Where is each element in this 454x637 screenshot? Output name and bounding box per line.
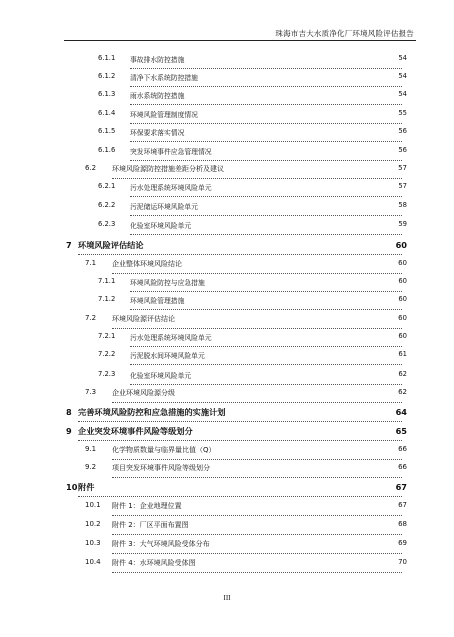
toc-section-number: 9 bbox=[66, 426, 72, 436]
toc-page-number: 70 bbox=[398, 558, 407, 566]
toc-entry[interactable] bbox=[0, 295, 454, 309]
toc-page-number: 66 bbox=[398, 445, 407, 453]
toc-page-number: 60 bbox=[398, 277, 407, 285]
toc-entry[interactable] bbox=[0, 332, 454, 346]
toc-section-number: 6.1.1 bbox=[98, 54, 116, 62]
toc-section-title: 企业突发环境事件风险等级划分 bbox=[78, 426, 193, 436]
toc-leader-dots bbox=[78, 482, 402, 497]
toc-page-number: 54 bbox=[398, 90, 407, 98]
toc-entry[interactable] bbox=[0, 407, 454, 421]
toc-section-title: 项目突发环境事件风险等级划分 bbox=[112, 464, 210, 472]
toc-entry[interactable] bbox=[0, 259, 454, 273]
page-header: 珠海市吉大水质净化厂环境风险评估报告 bbox=[275, 29, 414, 38]
toc-section-number: 9.2 bbox=[85, 463, 97, 471]
toc-section-title: 雨水系统防控措施 bbox=[130, 92, 185, 100]
toc-section-number: 7.1.1 bbox=[98, 277, 116, 285]
toc-page-number: 61 bbox=[398, 350, 407, 358]
toc-page-number: 56 bbox=[398, 146, 407, 154]
toc-section-number: 7.2.3 bbox=[98, 370, 116, 378]
toc-page-number: 54 bbox=[398, 72, 407, 80]
toc-section-number: 10 bbox=[66, 482, 78, 492]
toc-page-number: 68 bbox=[398, 520, 407, 528]
toc-section-title: 环境风险防控与应急措施 bbox=[130, 279, 205, 287]
toc-section-title: 清净下水系统防控措施 bbox=[130, 74, 198, 82]
toc-section-title: 环保要求落实情况 bbox=[130, 129, 185, 137]
toc-section-title: 附件 bbox=[78, 482, 95, 492]
toc-entry[interactable] bbox=[0, 558, 454, 572]
toc-entry[interactable] bbox=[0, 72, 454, 86]
toc-entry[interactable] bbox=[0, 482, 454, 496]
toc-page-number: 64 bbox=[395, 407, 407, 417]
toc-page-number: 67 bbox=[398, 501, 407, 509]
toc-entry[interactable] bbox=[0, 109, 454, 123]
toc-section-number: 6.2.2 bbox=[98, 201, 116, 209]
toc-section-number: 6.1.4 bbox=[98, 109, 116, 117]
toc-section-number: 6.2.1 bbox=[98, 182, 116, 190]
toc-page-number: 58 bbox=[398, 201, 407, 209]
toc-page-number: 57 bbox=[398, 164, 407, 172]
toc-section-title: 污水处理系统环境风险单元 bbox=[130, 334, 212, 342]
toc-entry[interactable] bbox=[0, 501, 454, 515]
toc-section-number: 9.1 bbox=[85, 445, 97, 453]
header-rule bbox=[64, 40, 416, 41]
toc-entry[interactable] bbox=[0, 240, 454, 254]
toc-page-number: 67 bbox=[395, 482, 407, 492]
toc-section-title: 化学物质数量与临界量比值（Q） bbox=[112, 446, 216, 454]
toc-page-number: 60 bbox=[398, 314, 407, 322]
toc-section-number: 7 bbox=[66, 240, 72, 250]
toc-page-number: 69 bbox=[398, 539, 407, 547]
toc-entry[interactable] bbox=[0, 520, 454, 534]
toc-section-title: 事故排水防控措施 bbox=[130, 56, 185, 64]
toc-section-title: 附件 2：厂区平面布置图 bbox=[112, 521, 189, 529]
toc-entry[interactable] bbox=[0, 388, 454, 402]
toc-page-number: 60 bbox=[398, 259, 407, 267]
toc-page-number: 62 bbox=[398, 370, 407, 378]
toc-section-number: 7.1 bbox=[85, 259, 97, 267]
toc-page-number: 60 bbox=[395, 240, 407, 250]
toc-section-number: 10.4 bbox=[85, 558, 101, 566]
toc-section-number: 7.2.2 bbox=[98, 350, 116, 358]
toc-section-number: 7.2.1 bbox=[98, 332, 116, 340]
toc-section-title: 环境风险源防控措施差距分析及建议 bbox=[112, 165, 224, 173]
toc-section-title: 环境风险评估结论 bbox=[78, 240, 144, 250]
toc-section-number: 7.1.2 bbox=[98, 295, 116, 303]
toc-section-number: 6.1.2 bbox=[98, 72, 116, 80]
toc-page-number: 60 bbox=[398, 332, 407, 340]
toc-entry[interactable] bbox=[0, 350, 454, 364]
toc-section-title: 污水处理系统环境风险单元 bbox=[130, 184, 212, 192]
toc-entry[interactable] bbox=[0, 277, 454, 291]
toc-section-title: 污泥脱水间环境风险单元 bbox=[130, 352, 205, 360]
toc-section-title: 完善环境风险防控和应急措施的实施计划 bbox=[78, 407, 226, 417]
toc-section-number: 10.2 bbox=[85, 520, 101, 528]
toc-entry[interactable] bbox=[0, 426, 454, 440]
toc-section-number: 8 bbox=[66, 407, 72, 417]
toc-section-number: 10.3 bbox=[85, 539, 101, 547]
toc-page-number: 56 bbox=[398, 127, 407, 135]
toc-entry[interactable] bbox=[0, 54, 454, 68]
toc-section-number: 6.2.3 bbox=[98, 220, 116, 228]
toc-entry[interactable] bbox=[0, 539, 454, 553]
toc-section-title: 附件 1：企业地理位置 bbox=[112, 502, 182, 510]
toc-section-title: 附件 3：大气环境风险受体分布 bbox=[112, 540, 210, 548]
toc-entry[interactable] bbox=[0, 370, 454, 384]
toc-section-title: 企业环境风险源分级 bbox=[112, 389, 175, 397]
toc-entry[interactable] bbox=[0, 220, 454, 234]
toc-section-title: 环境风险管理措施 bbox=[130, 297, 185, 305]
toc-page-number: 65 bbox=[395, 426, 407, 436]
toc-entry[interactable] bbox=[0, 314, 454, 328]
toc-section-number: 6.1.5 bbox=[98, 127, 116, 135]
toc-section-number: 10.1 bbox=[85, 501, 101, 509]
toc-section-title: 企业整体环境风险结论 bbox=[112, 260, 182, 268]
toc-entry[interactable] bbox=[0, 463, 454, 477]
toc-page-number: 55 bbox=[398, 109, 407, 117]
toc-page-number: 60 bbox=[398, 295, 407, 303]
toc-section-title: 附件 4：水环境风险受体图 bbox=[112, 559, 196, 567]
toc-entry[interactable] bbox=[0, 182, 454, 196]
toc-entry[interactable] bbox=[0, 445, 454, 459]
toc-page-number: 66 bbox=[398, 463, 407, 471]
toc-entry[interactable] bbox=[0, 90, 454, 104]
toc-page-number: 59 bbox=[398, 220, 407, 228]
toc-page-number: 54 bbox=[398, 54, 407, 62]
toc-page-number: 62 bbox=[398, 388, 407, 396]
toc-entry[interactable] bbox=[0, 201, 454, 215]
toc-section-title: 环境风险源评估结论 bbox=[112, 315, 175, 323]
toc-entry[interactable] bbox=[0, 127, 454, 141]
toc-section-title: 化验室环境风险单元 bbox=[130, 372, 192, 380]
page-number: III bbox=[223, 594, 231, 602]
toc-section-number: 7.2 bbox=[85, 314, 97, 322]
toc-section-title: 环境风险管理制度情况 bbox=[130, 111, 198, 119]
toc-section-title: 突发环境事件应急管理情况 bbox=[130, 148, 212, 156]
toc-section-number: 6.2 bbox=[85, 164, 97, 172]
toc-page-number: 57 bbox=[398, 182, 407, 190]
toc-section-title: 污泥储运环境风险单元 bbox=[130, 203, 198, 211]
toc-section-title: 化验室环境风险单元 bbox=[130, 222, 192, 230]
toc-section-number: 6.1.6 bbox=[98, 146, 116, 154]
toc-section-number: 7.3 bbox=[85, 388, 97, 396]
toc-entry[interactable] bbox=[0, 164, 454, 178]
toc-entry[interactable] bbox=[0, 146, 454, 160]
toc-section-number: 6.1.3 bbox=[98, 90, 116, 98]
